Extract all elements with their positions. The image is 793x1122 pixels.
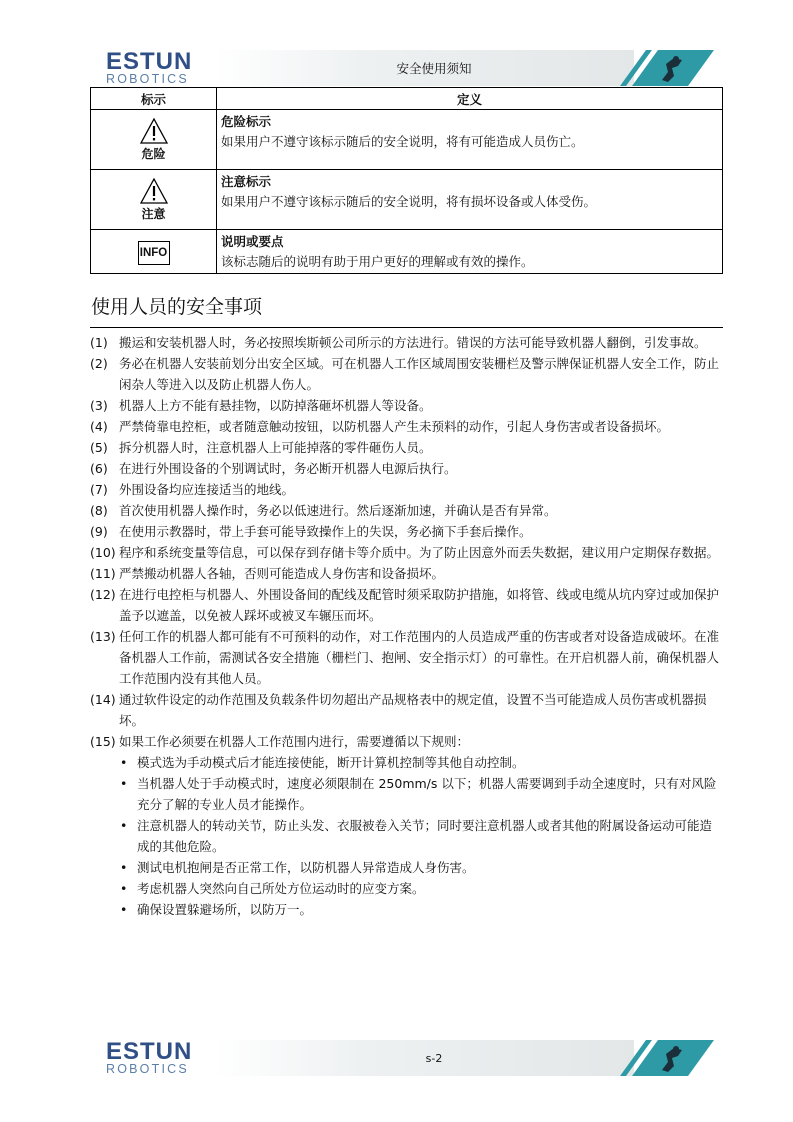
danger-warning-triangle-icon bbox=[140, 118, 168, 144]
page-header bbox=[104, 50, 714, 86]
estun-logo bbox=[104, 50, 194, 86]
list-item: (4) 严禁倚靠电控柜，或者随意触动按钮，以防机器人产生未预料的动作，引起人身伤害或者设备损坏。 bbox=[90, 419, 670, 434]
section-divider bbox=[90, 327, 723, 328]
header-title: 安全使用须知 bbox=[396, 61, 472, 76]
robot-arm-icon bbox=[602, 50, 714, 86]
caution-text: 如果用户不遵守该标示随后的安全说明，将有损坏设备或人体受伤。 bbox=[221, 194, 597, 209]
table-header-definition: 定义 bbox=[217, 88, 723, 110]
list-item: (6) 在进行外围设备的个别调试时，务必断开机器人电源后执行。 bbox=[90, 461, 457, 476]
list-item: (2) 务必在机器人安装前划分出安全区域。可在机器人工作区域周围安装栅栏及警示牌保证机器人安全工作，防止闲杂人等进入以及防止机器人伤人。 bbox=[90, 356, 720, 392]
list-item: (1) 搬运和安装机器人时，务必按照埃斯顿公司所示的方法进行。错误的方法可能导致机器人翻倒，引发事故。 bbox=[90, 335, 707, 350]
sign-definition-table bbox=[90, 87, 723, 274]
table-header-sign: 标示 bbox=[91, 88, 217, 110]
safety-item-list bbox=[90, 332, 723, 920]
page-number: s-2 bbox=[425, 1052, 443, 1065]
list-item: (13) 任何工作的机器人都可能有不可预料的动作，对工作范围内的人员造成严重的伤害或者对设备造成破坏。在准备机器人工作前，需测试各安全措施（栅栏门、抱闸、安全指示灯）的可靠性。在开启机器人前，确保机器人工作范围内没有其他人员。 bbox=[90, 629, 720, 686]
rule-bullet-list bbox=[119, 752, 723, 920]
caution-warning-triangle-icon bbox=[140, 178, 168, 204]
list-item: (9) 在使用示教器时，带上手套可能导致操作上的失误，务必摘下手套后操作。 bbox=[90, 524, 532, 539]
bullet-item: • 确保设置躲避场所，以防万一。 bbox=[119, 899, 723, 920]
info-icon: INFO bbox=[138, 241, 170, 265]
logo-subtext: ROBOTICS bbox=[106, 72, 189, 86]
bullet-item: • 模式选为手动模式后才能连接使能，断开计算机控制等其他自动控制。 bbox=[119, 752, 723, 773]
list-item: (5) 拆分机器人时，注意机器人上可能掉落的零件砸伤人员。 bbox=[90, 440, 432, 455]
bullet-icon: • bbox=[120, 881, 128, 896]
bullet-item: • 测试电机抱闸是否正常工作，以防机器人异常造成人身伤害。 bbox=[119, 857, 723, 878]
danger-text: 如果用户不遵守该标示随后的安全说明，将有可能造成人员伤亡。 bbox=[221, 134, 584, 149]
danger-label: 危险 bbox=[141, 147, 166, 161]
info-title: 说明或要点 bbox=[221, 234, 284, 249]
table-row bbox=[91, 170, 723, 230]
caution-title: 注意标示 bbox=[221, 174, 272, 189]
logo-subtext: ROBOTICS bbox=[106, 1062, 189, 1076]
info-text: 该标志随后的说明有助于用户更好的理解或有效的操作。 bbox=[221, 254, 534, 269]
estun-logo bbox=[104, 1040, 194, 1076]
list-item: (8) 首次使用机器人操作时，务必以低速进行。然后逐渐加速，并确认是否有异常。 bbox=[90, 503, 557, 518]
danger-title: 危险标示 bbox=[221, 114, 272, 129]
table-row bbox=[91, 110, 723, 170]
list-item: (11) 严禁搬动机器人各轴，否则可能造成人身伤害和设备损坏。 bbox=[90, 566, 445, 581]
bullet-icon: • bbox=[120, 818, 128, 833]
robot-arm-icon bbox=[602, 1040, 714, 1076]
section-title: 使用人员的安全事项 bbox=[91, 296, 263, 318]
bullet-icon: • bbox=[120, 755, 128, 770]
bullet-icon: • bbox=[120, 902, 128, 917]
caution-label: 注意 bbox=[141, 207, 166, 221]
bullet-item: • 考虑机器人突然向自己所处方位运动时的应变方案。 bbox=[119, 878, 723, 899]
bullet-icon: • bbox=[120, 776, 128, 791]
table-row bbox=[91, 230, 723, 274]
bullet-item: • 当机器人处于手动模式时，速度必须限制在 250mm/s 以下；机器人需要调到手动全速度时，只有对风险充分了解的专业人员才能操作。 bbox=[119, 773, 723, 815]
list-item: (15) 如果工作必须要在机器人工作范围内进行，需要遵循以下规则： • 模式选为手动模式后才能连接使能，断开计算机控制等其他自动控制。 • 当机器人处于手动模式时，速度必须限制在 250mm/s 以下；机器人需要调到手动全速度时，只有对风险充分了解的专业人员才能操作。 • 注意机器人的转动关节，防止头发、衣服被卷入关节；同时要注意机器人或者其他的附属设备运动可能造成的其他危险。 • 测试电机抱闸是否正常工作，以防机器人异常造成人身伤害。 • 考虑机器人突然向自己所处方位运动时的应变方案。 • 确保设置躲避场所，以防万一。 bbox=[90, 731, 723, 920]
bullet-item: • 注意机器人的转动关节，防止头发、衣服被卷入关节；同时要注意机器人或者其他的附属设备运动可能造成的其他危险。 bbox=[119, 815, 723, 857]
logo-text: ESTUN bbox=[106, 48, 193, 75]
list-item: (14) 通过软件设定的动作范围及负载条件切勿超出产品规格表中的规定值，设置不当可能造成人员伤害或机器损坏。 bbox=[90, 692, 707, 728]
page-footer bbox=[104, 1040, 714, 1076]
list-item: (10) 程序和系统变量等信息，可以保存到存储卡等介质中。为了防止因意外而丢失数据，建议用户定期保存数据。 bbox=[90, 545, 720, 560]
list-item: (7) 外围设备均应连接适当的地线。 bbox=[90, 482, 295, 497]
bullet-icon: • bbox=[120, 860, 128, 875]
list-item: (12) 在进行电控柜与机器人、外围设备间的配线及配管时须采取防护措施，如将管、线或电缆从坑内穿过或加保护盖予以遮盖，以免被人踩坏或被叉车辗压而坏。 bbox=[90, 587, 720, 623]
logo-text: ESTUN bbox=[106, 1038, 193, 1065]
list-item: (3) 机器人上方不能有悬挂物，以防掉落砸坏机器人等设备。 bbox=[90, 398, 432, 413]
